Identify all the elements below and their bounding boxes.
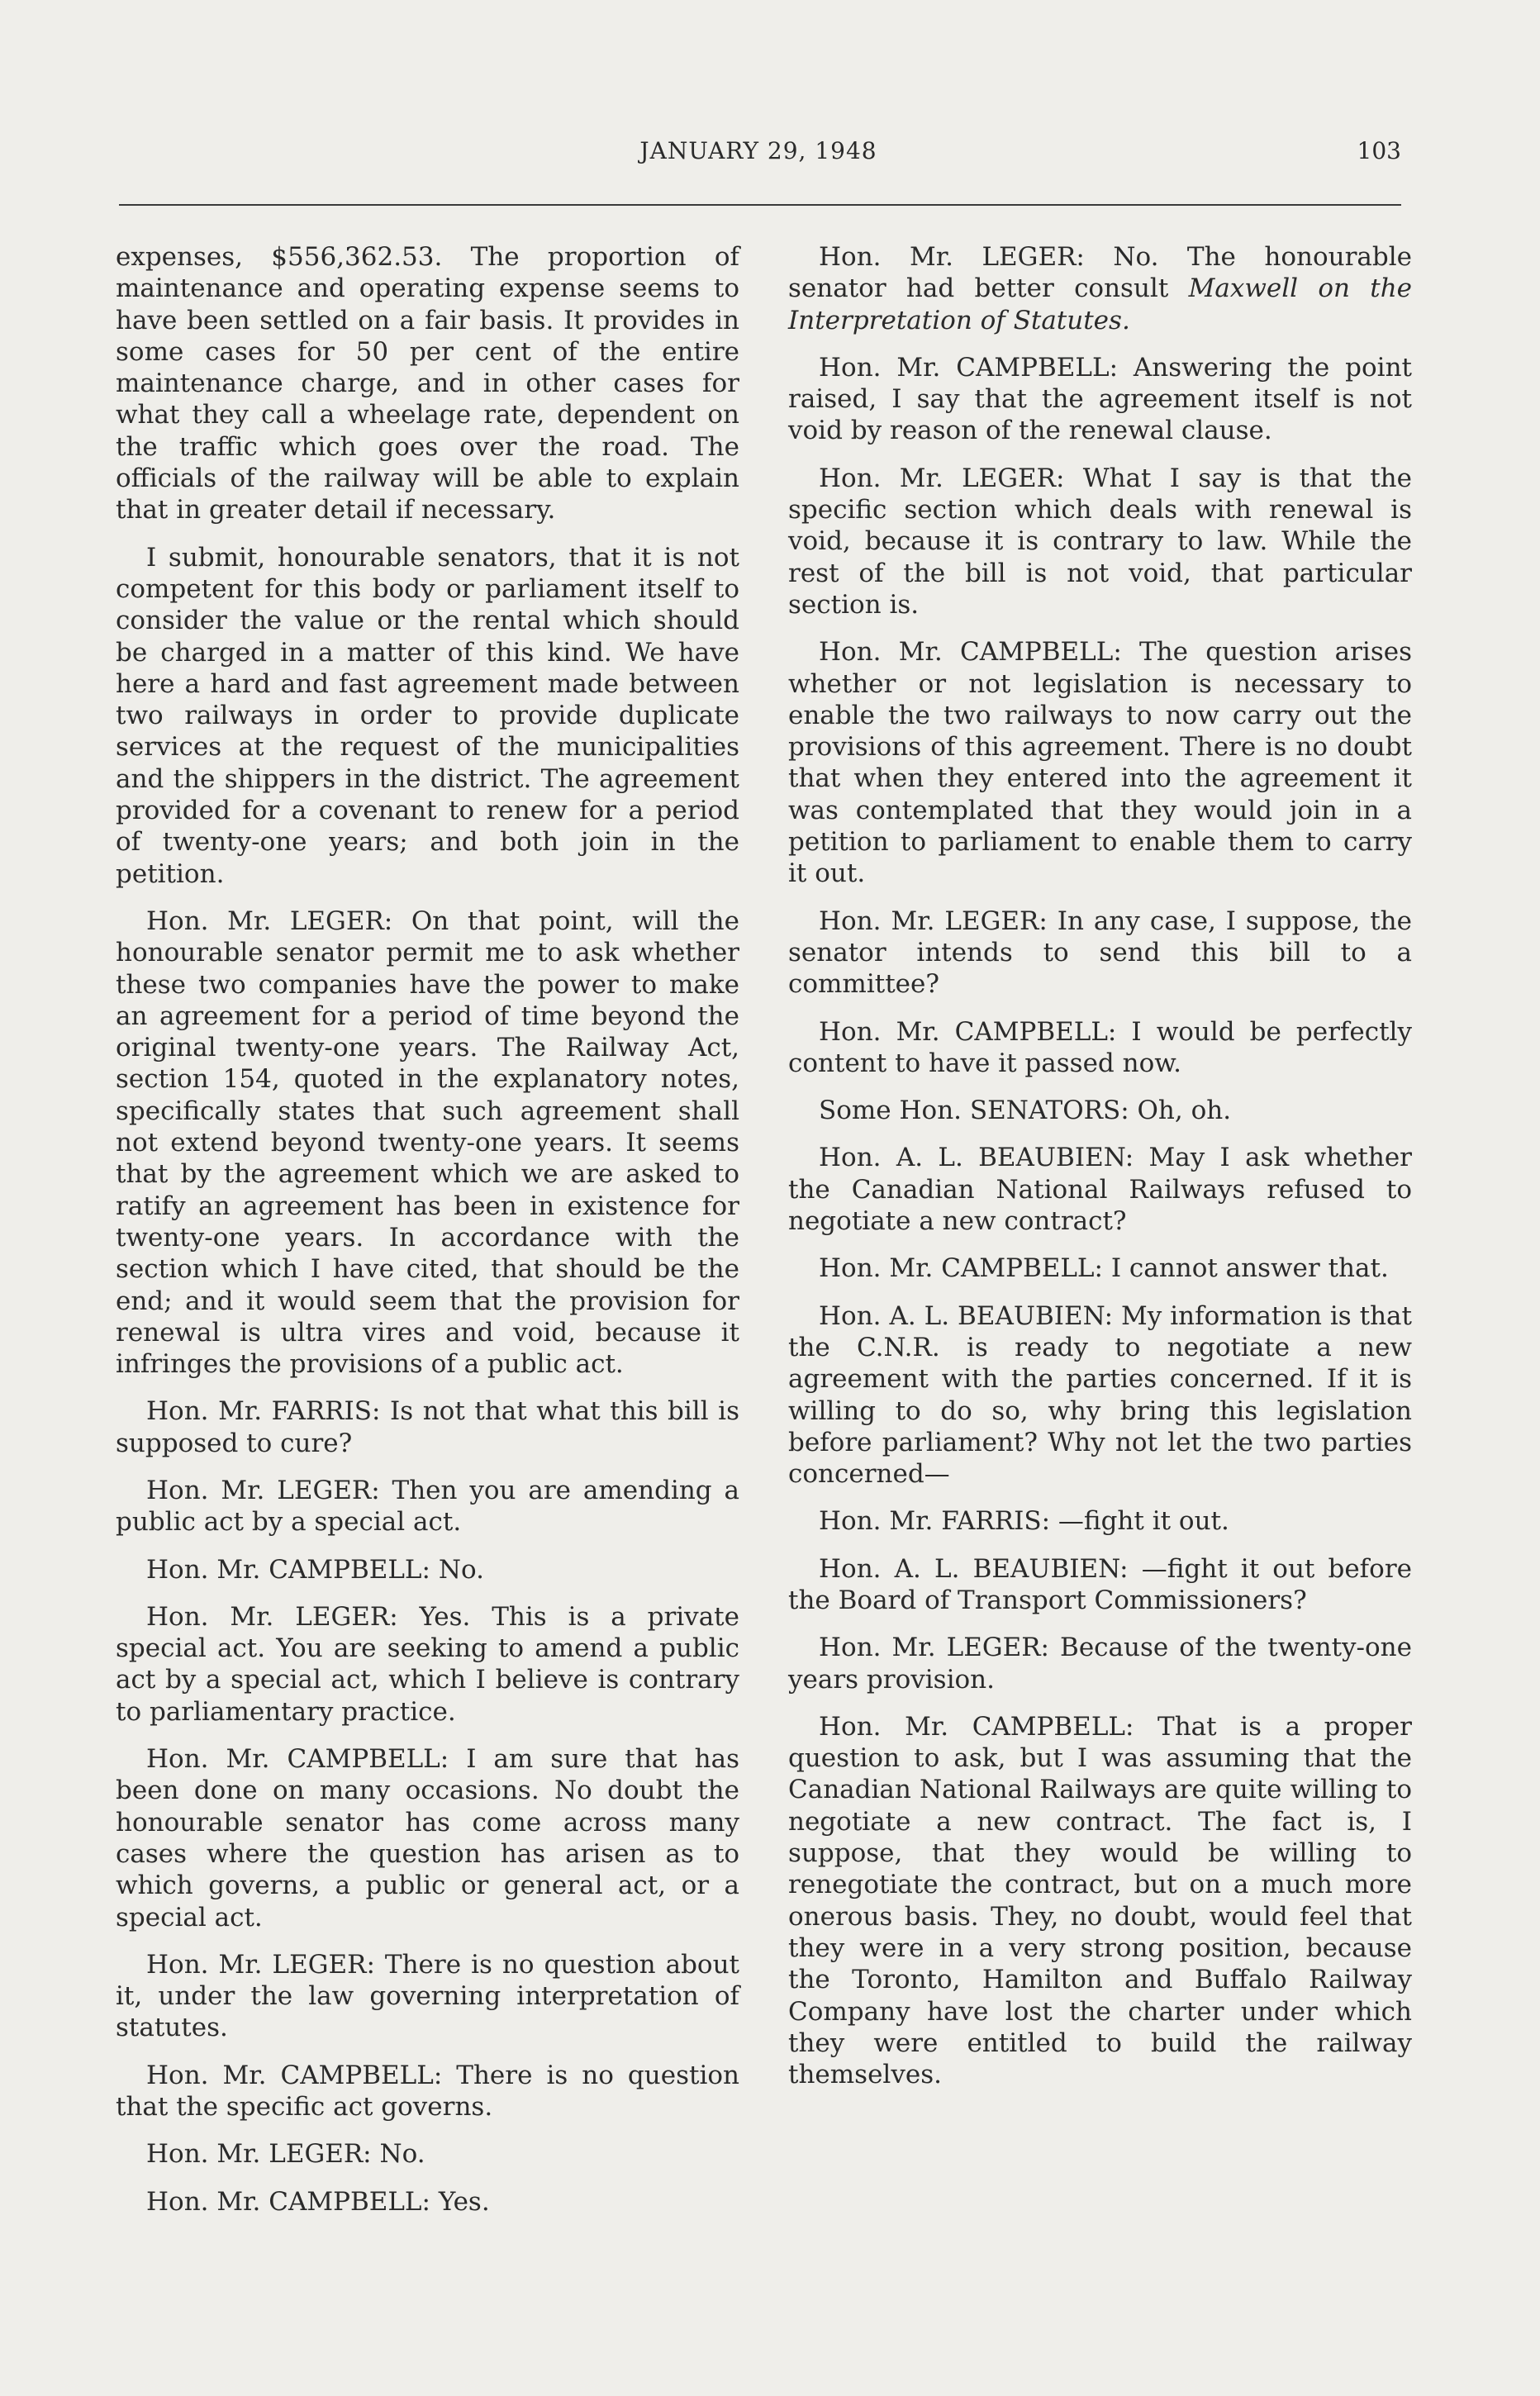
header-rule xyxy=(119,204,1401,206)
paragraph: expenses, $556,362.53. The proportion of maintenance and operating expense seems to have been settled on a fair basis. It provides in some cases for 50 per cent of the entire maintenance charge, and in other cases for what they call a wheelage rate, dependent on the traffic which goes over the road. The officials of the railway will be able to explain that in greater detail if necessary. xyxy=(116,242,739,525)
paragraph: Hon. Mr. LEGER: Because of the twenty-one years provision. xyxy=(788,1633,1412,1695)
paragraph: Hon. Mr. CAMPBELL: I am sure that has been done on many occasions. No doubt the honourable senator has come across many cases where the question has arisen as to which governs, a public or general act, or a special act. xyxy=(116,1744,739,1932)
paragraph: Hon. Mr. LEGER: No. xyxy=(146,2139,425,2170)
paragraph: Hon. Mr. LEGER: There is no question about it, under the law governing interpretation of statutes. xyxy=(116,1949,739,2043)
paragraph-lead: Hon. Mr. LEGER: No. The honourable senator had better consult xyxy=(788,242,1412,304)
paragraph: Hon. Mr. LEGER: Then you are amending a public act by a special act. xyxy=(116,1475,739,1538)
paragraph: Hon. Mr. CAMPBELL: There is no question that the specific act governs. xyxy=(116,2060,739,2123)
paragraph: Hon. Mr. CAMPBELL: The question arises whether or not legislation is necessary to enable the two railways to now carry out the provisions of this agreement. There is no doubt that when they entered into the agreement it was contemplated that they would join in a petition to parliament to enable them to carry it out. xyxy=(788,637,1412,889)
page-header xyxy=(116,137,1401,170)
paragraph: Hon. Mr. LEGER: In any case, I suppose, the senator intends to send this bill to a committee? xyxy=(788,906,1412,1000)
paragraph: Hon. Mr. LEGER: Yes. This is a private special act. You are seeking to amend a public act by a special act, which I believe is contrary to parliamentary practice. xyxy=(116,1601,739,1727)
paragraph xyxy=(788,241,1412,336)
paragraph: Hon. Mr. CAMPBELL: That is a proper question to ask, but I was assuming that the Canadian National Railways are quite willing to negotiate a new contract. The fact is, I suppose, that they would be willing to renegotiate the contract, but on a much more onerous basis. They, no doubt, would feel that they were in a very strong position, because the Toronto, Hamilton and Buffalo Railway Company have lost the charter under which they were entitled to build the railway themselves. xyxy=(788,1711,1412,2090)
paragraph: Hon. Mr. LEGER: On that point, will the honourable senator permit me to ask whether these two companies have the power to make an agreement for a period of time beyond the original twenty-one years. The Railway Act, section 154, quoted in the explanatory notes, specifically states that such agreement shall not extend beyond twenty-one years. It seems that by the agreement which we are asked to ratify an agreement has been in existence for twenty-one years. In accordance with the section which I have cited, that should be the end; and it would seem that the provision for renewal is ultra vires and void, because it infringes the provisions of a public act. xyxy=(116,906,739,1380)
paragraph: Hon. A. L. BEAUBIEN: —fight it out before the Board of Transport Commissioners? xyxy=(788,1553,1412,1615)
paragraph: Hon. Mr. CAMPBELL: No. xyxy=(146,1554,484,1585)
page-number: 103 xyxy=(1357,137,1401,164)
paragraph: I submit, honourable senators, that it is not competent for this body or parliament itself to consider the value or the rental which should be charged in a matter of this kind. We have here a hard and fast agreement made between two railways in order to provide duplicate services at the request of the municipalities and the shippers in the district. The agreement provided for a covenant to renew for a period of twenty-one years; and both join in the petition. xyxy=(116,542,739,889)
left-column xyxy=(116,241,739,2233)
paragraph: Hon. A. L. BEAUBIEN: May I ask whether the Canadian National Railways refused to negotiate a new contract? xyxy=(788,1143,1412,1237)
paragraph: Hon. Mr. FARRIS: —fight it out. xyxy=(819,1506,1229,1537)
header-date: JANUARY 29, 1948 xyxy=(639,137,877,164)
paragraph: Some Hon. SENATORS: Oh, oh. xyxy=(819,1096,1232,1126)
paragraph: Hon. Mr. CAMPBELL: Answering the point raised, I say that the agreement itself is not void by reason of the renewal clause. xyxy=(788,352,1412,446)
paragraph: Hon. Mr. CAMPBELL: I would be perfectly content to have it passed now. xyxy=(788,1016,1412,1078)
italic-citation: Maxwell on the Interpretation of Statutes. xyxy=(788,273,1413,335)
paragraph: Hon. Mr. CAMPBELL: Yes. xyxy=(146,2186,490,2217)
paragraph: Hon. Mr. CAMPBELL: I cannot answer that. xyxy=(819,1253,1389,1284)
paragraph: Hon. A. L. BEAUBIEN: My information is that the C.N.R. is ready to negotiate a new agreement with the parties concerned. If it is willing to do so, why bring this legislation before parliament? Why not let the two parties concerned— xyxy=(788,1300,1412,1490)
paragraph: Hon. Mr. LEGER: What I say is that the specific section which deals with renewal is void, because it is contrary to law. While the rest of the bill is not void, that particular section is. xyxy=(788,463,1412,620)
paragraph: Hon. Mr. FARRIS: Is not that what this bill is supposed to cure? xyxy=(116,1396,739,1458)
right-column xyxy=(788,241,1412,2106)
